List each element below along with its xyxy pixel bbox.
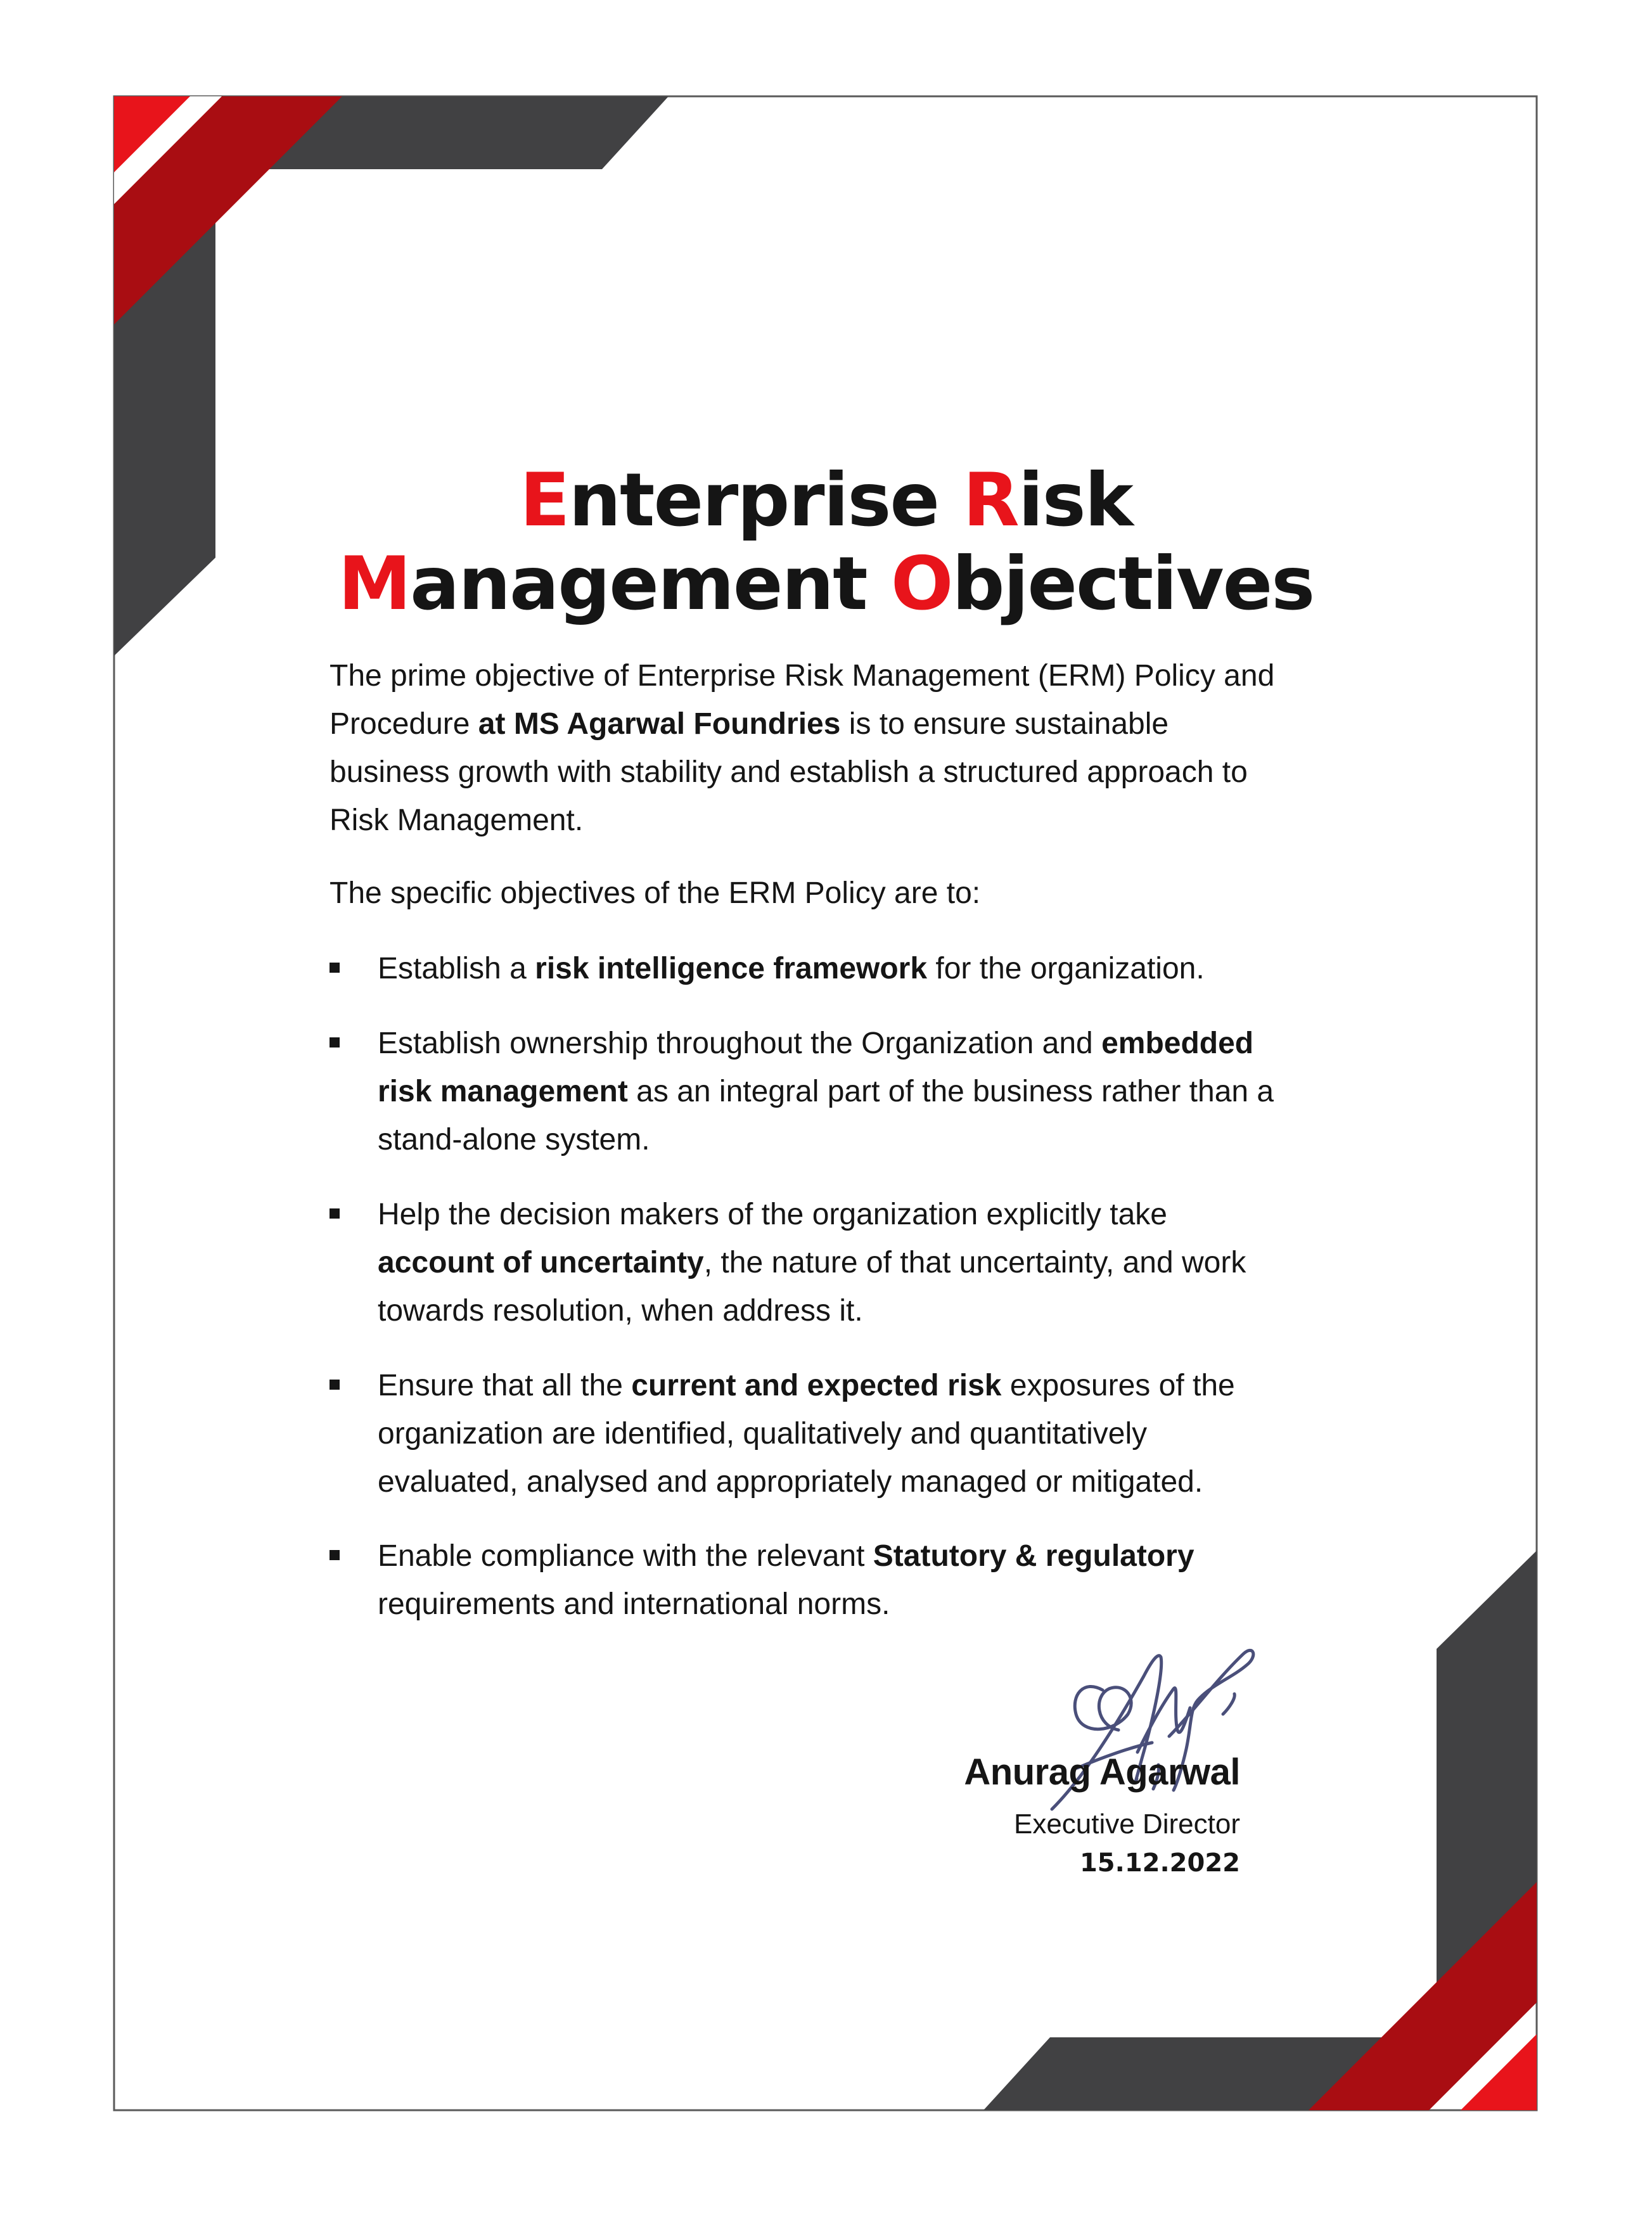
title-word-rest: anagement: [410, 541, 891, 627]
objective-text: Help the decision makers of the organization explicitly take account of uncertainty, the nature of that uncertainty, and work towards resolution, when address it.: [378, 1198, 1246, 1328]
square-bullet-icon: [330, 1380, 340, 1390]
intro-paragraph: The prime objective of Enterprise Risk Management (ERM) Policy and Procedure at MS Agarwal Foundries is to ensure sustainable business growth with stability and establish a structured approach to Risk Management.: [330, 659, 1275, 837]
title-word-rest: bjectives: [952, 541, 1314, 627]
title-word-rest: nterprise: [568, 458, 963, 543]
objectives-intro: The specific objectives of the ERM Policy are to:: [330, 876, 981, 910]
signer-title: Executive Director: [1013, 1809, 1240, 1840]
title-initial-o: O: [890, 541, 952, 627]
square-bullet-icon: [330, 1550, 340, 1560]
objective-text: Establish ownership throughout the Organization and embedded risk management as an integral part of the business rather than a stand-alone system.: [378, 1027, 1274, 1156]
handwritten-signature: [1008, 1619, 1274, 1828]
objective-text: Enable compliance with the relevant Statutory & regulatory requirements and international norms.: [378, 1539, 1194, 1621]
title-initial-r: R: [963, 458, 1018, 543]
square-bullet-icon: [330, 963, 340, 973]
company-name: at MS Agarwal Foundries: [478, 707, 841, 741]
signature-date: 15.12.2022: [1079, 1848, 1240, 1878]
title-word-rest: isk: [1018, 458, 1132, 543]
square-bullet-icon: [330, 1037, 340, 1047]
objective-text: Ensure that all the current and expected risk exposures of the organization are identified, qualitatively and quantitatively evaluated, analysed and appropriately managed or mitigated.: [378, 1369, 1235, 1499]
objective-text: Establish a risk intelligence framework for the organization.: [378, 952, 1205, 985]
title-initial-m: M: [338, 541, 411, 627]
signer-name: Anurag Agarwal: [964, 1752, 1240, 1793]
page-title-line-1: [0, 458, 1652, 543]
square-bullet-icon: [330, 1208, 340, 1219]
page-title-line-2: [0, 541, 1652, 627]
title-initial-e: E: [520, 458, 569, 543]
